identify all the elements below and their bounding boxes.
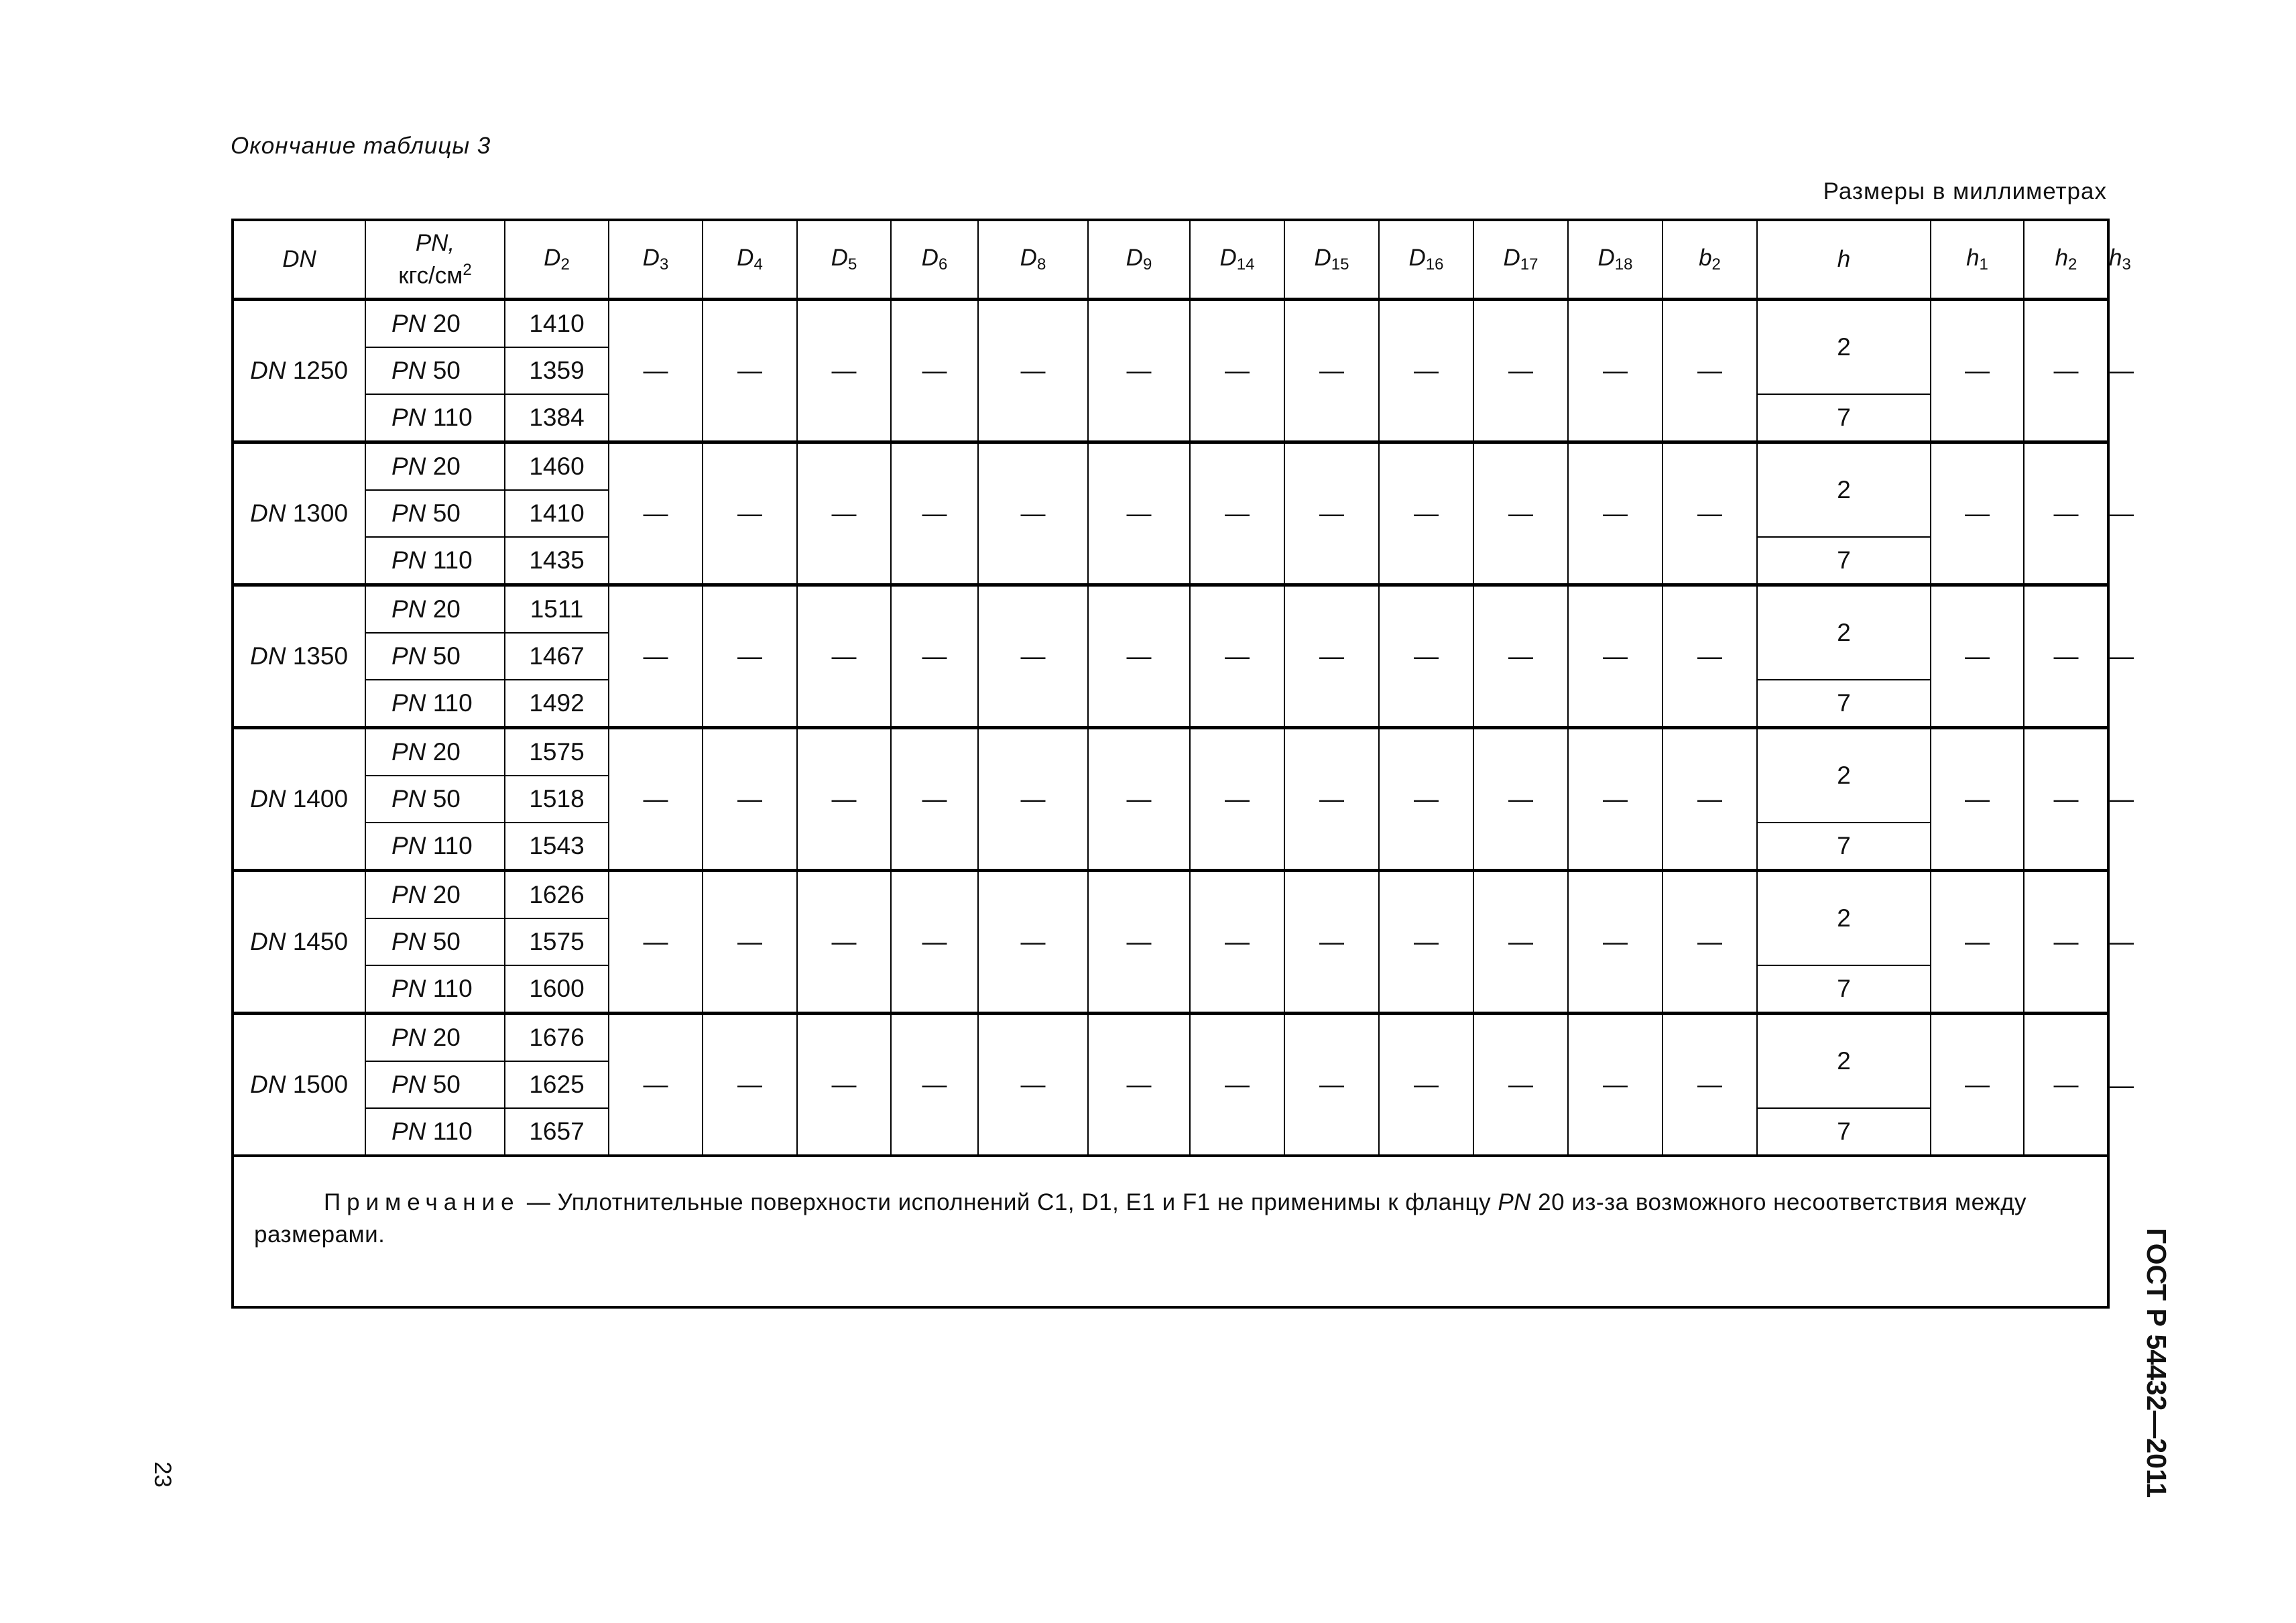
header-symbol: D [544,245,561,271]
pn-value: 20 [432,738,461,766]
empty-value-cell: — [1663,728,1757,871]
header-subscript: 9 [1142,255,1152,274]
pn-value: 110 [432,832,473,859]
empty-value-cell: — [703,1014,797,1156]
h-value-top: 2 [1757,728,1931,823]
h-value-top: 2 [1757,1014,1931,1109]
header-subscript: 18 [1614,255,1633,274]
dn-value: 1400 [292,785,349,813]
pn-value: 110 [432,404,473,431]
empty-value-cell: — [1931,1014,2024,1156]
dn-group [233,871,2134,1014]
pn-prefix: PN [391,928,426,955]
dn-prefix: DN [250,1071,286,1098]
dn-value: 1450 [292,928,349,955]
dimensions-table [231,219,2134,1309]
empty-value-cell: — [1473,1014,1568,1156]
pn-prefix: PN [391,975,426,1002]
empty-value-cell: — [1190,300,1284,442]
dn-prefix: DN [250,928,286,955]
note-text-after: 20 из-за возможного несоответствия между размерами. [254,1189,2027,1248]
empty-value-cell: — [1663,300,1757,442]
d2-cell: 1518 [505,776,609,823]
header-subscript: 2 [2068,255,2077,274]
header-pn-label: PN, [415,229,455,256]
dn-cell [233,728,365,871]
h-value-bottom: 7 [1757,680,1931,728]
header-pn [365,220,505,300]
dn-prefix: DN [250,642,286,670]
header-dn: DN [233,220,365,300]
empty-value-cell: — [1568,1014,1663,1156]
header-D6 [891,220,978,300]
empty-value-cell: — [978,442,1088,585]
header-subscript: 2 [1711,255,1721,274]
dn-group [233,728,2134,871]
header-D18 [1568,220,1663,300]
d2-cell: 1460 [505,442,609,491]
empty-value-cell: — [1931,871,2024,1014]
empty-value-cell: — [1379,585,1473,728]
pn-prefix: PN [391,881,426,908]
empty-value-cell: — [1284,585,1379,728]
h-value-bottom: 7 [1757,823,1931,871]
empty-value-cell: — [609,728,703,871]
d2-cell: 1600 [505,965,609,1014]
pn-cell [365,918,505,965]
header-symbol: D [921,245,939,271]
empty-value-cell: — [1088,871,1190,1014]
empty-value-cell: — [1473,585,1568,728]
units-label: Размеры в миллиметрах [1823,178,2107,204]
d2-cell: 1492 [505,680,609,728]
header-symbol: D [1408,245,1426,271]
pn-cell [365,394,505,442]
dn-group [233,585,2134,728]
pn-cell [365,537,505,585]
empty-value-cell: — [978,1014,1088,1156]
table-row: DN 1300 PN 20 1460 — — — — — — — — — — — — 2 — — — [233,442,2108,491]
empty-value-cell: — [1379,300,1473,442]
d2-cell: 1435 [505,537,609,585]
empty-value-cell: — [1190,442,1284,585]
header-subscript: 3 [2122,255,2131,274]
pn-cell [365,680,505,728]
d2-cell: 1384 [505,394,609,442]
pn-cell [365,1061,505,1108]
header-D14 [1190,220,1284,300]
empty-value-cell: — [1663,1014,1757,1156]
dn-value: 1350 [292,642,349,670]
pn-value: 50 [432,642,461,670]
d2-cell: 1543 [505,823,609,871]
d2-cell: 1575 [505,728,609,776]
dn-group [233,300,2134,442]
pn-prefix: PN [391,1118,426,1145]
empty-value-cell: — [797,1014,891,1156]
empty-value-cell: — [609,300,703,442]
pn-cell [365,965,505,1014]
h-value-bottom: 7 [1757,537,1931,585]
pn-prefix: PN [391,738,426,766]
empty-value-cell: — [891,1014,978,1156]
pn-prefix: PN [391,404,426,431]
header-D16 [1379,220,1473,300]
header-symbol: b [1699,245,1712,271]
pn-cell [365,776,505,823]
empty-value-cell: — [609,585,703,728]
empty-value-cell: — [2024,585,2108,728]
header-subscript: 14 [1236,255,1255,274]
empty-value-cell: — [1568,585,1663,728]
header-symbol: D [1597,245,1615,271]
empty-value-cell: — [1568,728,1663,871]
empty-value-cell: — [891,871,978,1014]
note-row [233,1156,2108,1307]
empty-value-cell: — [703,585,797,728]
pn-value: 50 [432,357,461,384]
empty-value-cell: — [891,300,978,442]
pn-value: 110 [432,1118,473,1145]
pn-prefix: PN [391,453,426,480]
empty-value-cell: — [1284,442,1379,585]
empty-value-cell: — [1568,300,1663,442]
empty-value-cell: — [1473,442,1568,585]
dn-prefix: DN [250,499,286,527]
table-row: DN 1350 PN 20 1511 — — — — — — — — — — — — 2 — — — [233,585,2108,634]
pn-value: 50 [432,1071,461,1098]
h-value-top: 2 [1757,442,1931,538]
empty-value-cell: — [703,300,797,442]
header-subscript: 16 [1425,255,1444,274]
h-value-top: 2 [1757,585,1931,680]
empty-value-cell: — [1088,300,1190,442]
empty-value-cell: — [1473,300,1568,442]
empty-value-cell: — [978,871,1088,1014]
pn-cell [365,1108,505,1156]
empty-value-cell: — [1473,871,1568,1014]
header-symbol: h [2109,245,2122,271]
header-symbol: h [2055,245,2069,271]
header-symbol: h [1837,246,1851,272]
header-subscript: 1 [1979,255,1988,274]
empty-value-cell: — [1379,442,1473,585]
empty-value-cell: — [1931,442,2024,585]
header-symbol: D [1314,245,1331,271]
document-standard-title: ГОСТ Р 54432—2011 [2141,1228,2172,1498]
header-h2 [2024,220,2108,300]
dn-value: 1250 [292,357,349,384]
d2-cell: 1657 [505,1108,609,1156]
empty-value-cell: — [1379,728,1473,871]
header-symbol: D [1126,245,1143,271]
dn-prefix: DN [250,357,286,384]
empty-value-cell: — [1568,871,1663,1014]
empty-value-cell: — [797,300,891,442]
header-subscript: 2 [560,255,570,274]
pn-prefix: PN [391,832,426,859]
empty-value-cell: — [891,728,978,871]
pn-value: 20 [432,881,461,908]
empty-value-cell: — [1379,871,1473,1014]
empty-value-cell: — [1931,728,2024,871]
empty-value-cell: — [1663,442,1757,585]
header-pn-unit: кгс/см [398,262,463,289]
header-symbol: D [1020,245,1037,271]
header-D3 [609,220,703,300]
empty-value-cell: — [703,442,797,585]
table-row: DN 1400 PN 20 1575 — — — — — — — — — — — — 2 — — — [233,728,2108,776]
empty-value-cell: — [1931,300,2024,442]
header-D17 [1473,220,1568,300]
header-D8 [978,220,1088,300]
note-label: Примечание [324,1189,520,1215]
header-symbol: D [737,245,754,271]
empty-value-cell: — [797,442,891,585]
pn-cell [365,823,505,871]
pn-cell [365,490,505,537]
empty-value-cell: — [2024,1014,2108,1156]
empty-value-cell: — [1190,1014,1284,1156]
dn-cell [233,1014,365,1156]
empty-value-cell: — [2024,442,2108,585]
d2-cell: 1467 [505,633,609,680]
empty-value-cell: — [1284,871,1379,1014]
header-subscript: 15 [1331,255,1349,274]
header-h1 [1931,220,2024,300]
table-row: DN 1500 PN 20 1676 — — — — — — — — — — — — 2 — — — [233,1014,2108,1062]
empty-value-cell: — [2024,300,2108,442]
pn-prefix: PN [391,785,426,813]
header-D2 [505,220,609,300]
empty-value-cell: — [1190,871,1284,1014]
pn-value: 20 [432,595,461,623]
header-subscript: 6 [938,255,948,274]
empty-value-cell: — [1088,728,1190,871]
pn-value: 110 [432,689,473,717]
h-value-bottom: 7 [1757,1108,1931,1156]
empty-value-cell: — [2024,728,2108,871]
dn-group [233,442,2134,585]
header-b2 [1663,220,1757,300]
pn-cell [365,585,505,634]
header-symbol: h [1966,245,1980,271]
empty-value-cell: — [1190,585,1284,728]
empty-value-cell: — [1284,728,1379,871]
header-symbol: D [1503,245,1520,271]
dn-value: 1300 [292,499,349,527]
empty-value-cell: — [891,442,978,585]
pn-cell [365,300,505,348]
header-subscript: 8 [1036,255,1046,274]
empty-value-cell: — [1473,728,1568,871]
dn-cell [233,300,365,442]
pn-value: 50 [432,928,461,955]
table-note [233,1156,2108,1307]
pn-value: 110 [432,546,473,574]
header-D5 [797,220,891,300]
d2-cell: 1359 [505,347,609,394]
header-row [233,220,2108,300]
empty-value-cell: — [1088,585,1190,728]
table-caption: Окончание таблицы 3 [231,133,491,159]
pn-prefix: PN [391,499,426,527]
header-symbol: D [831,245,848,271]
d2-cell: 1410 [505,490,609,537]
empty-value-cell: — [797,728,891,871]
d2-cell: 1625 [505,1061,609,1108]
pn-prefix: PN [391,642,426,670]
dn-cell [233,442,365,585]
pn-cell [365,347,505,394]
pn-cell [365,633,505,680]
d2-cell: 1410 [505,300,609,348]
empty-value-cell: — [1663,585,1757,728]
d2-cell: 1511 [505,585,609,634]
pn-prefix: PN [391,1071,426,1098]
pn-value: 20 [432,453,461,480]
note-text-before: — Уплотнительные поверхности исполнений C1, D1, E1 и F1 не применимы к фланцу [520,1189,1498,1215]
pn-prefix: PN [391,546,426,574]
empty-value-cell: — [1284,300,1379,442]
table-row: DN 1250 PN 20 1410 — — — — — — — — — — — — 2 — — — [233,300,2108,348]
d2-cell: 1575 [505,918,609,965]
empty-value-cell: — [1379,1014,1473,1156]
dn-cell [233,585,365,728]
header-symbol: D [1219,245,1237,271]
h-value-top: 2 [1757,871,1931,966]
empty-value-cell: — [1088,442,1190,585]
table-row: DN 1450 PN 20 1626 — — — — — — — — — — — — 2 — — — [233,871,2108,919]
empty-value-cell: — [609,442,703,585]
pn-value: 20 [432,310,461,337]
empty-value-cell: — [1284,1014,1379,1156]
header-subscript: 17 [1520,255,1538,274]
pn-prefix: PN [391,357,426,384]
header-pn-unit-sup: 2 [463,260,472,279]
empty-value-cell: — [2024,871,2108,1014]
empty-value-cell: — [978,300,1088,442]
empty-value-cell: — [1190,728,1284,871]
empty-value-cell: — [1568,442,1663,585]
pn-prefix: PN [391,689,426,717]
pn-prefix: PN [391,595,426,623]
h-value-bottom: 7 [1757,394,1931,442]
header-h [1757,220,1931,300]
header-subscript: 5 [847,255,857,274]
empty-value-cell: — [703,728,797,871]
header-D9 [1088,220,1190,300]
d2-cell: 1626 [505,871,609,919]
pn-prefix: PN [391,310,426,337]
header-D4 [703,220,797,300]
empty-value-cell: — [609,1014,703,1156]
empty-value-cell: — [609,871,703,1014]
empty-value-cell: — [978,728,1088,871]
empty-value-cell: — [1931,585,2024,728]
pn-value: 20 [432,1024,461,1051]
pn-cell [365,442,505,491]
pn-cell [365,1014,505,1062]
pn-cell [365,728,505,776]
header-symbol: D [642,245,660,271]
empty-value-cell: — [1088,1014,1190,1156]
empty-value-cell: — [797,871,891,1014]
note-pn-prefix: PN [1498,1189,1531,1215]
h-value-bottom: 7 [1757,965,1931,1014]
header-subscript: 4 [753,255,763,274]
dn-group [233,1014,2134,1156]
pn-cell [365,871,505,919]
dn-value: 1500 [292,1071,349,1098]
header-D15 [1284,220,1379,300]
pn-value: 110 [432,975,473,1002]
dn-prefix: DN [250,785,286,813]
empty-value-cell: — [978,585,1088,728]
d2-cell: 1676 [505,1014,609,1062]
empty-value-cell: — [797,585,891,728]
pn-prefix: PN [391,1024,426,1051]
empty-value-cell: — [891,585,978,728]
dn-cell [233,871,365,1014]
empty-value-cell: — [703,871,797,1014]
pn-value: 50 [432,785,461,813]
h-value-top: 2 [1757,300,1931,395]
pn-value: 50 [432,499,461,527]
header-subscript: 3 [659,255,669,274]
empty-value-cell: — [1663,871,1757,1014]
page-number: 23 [149,1461,176,1488]
